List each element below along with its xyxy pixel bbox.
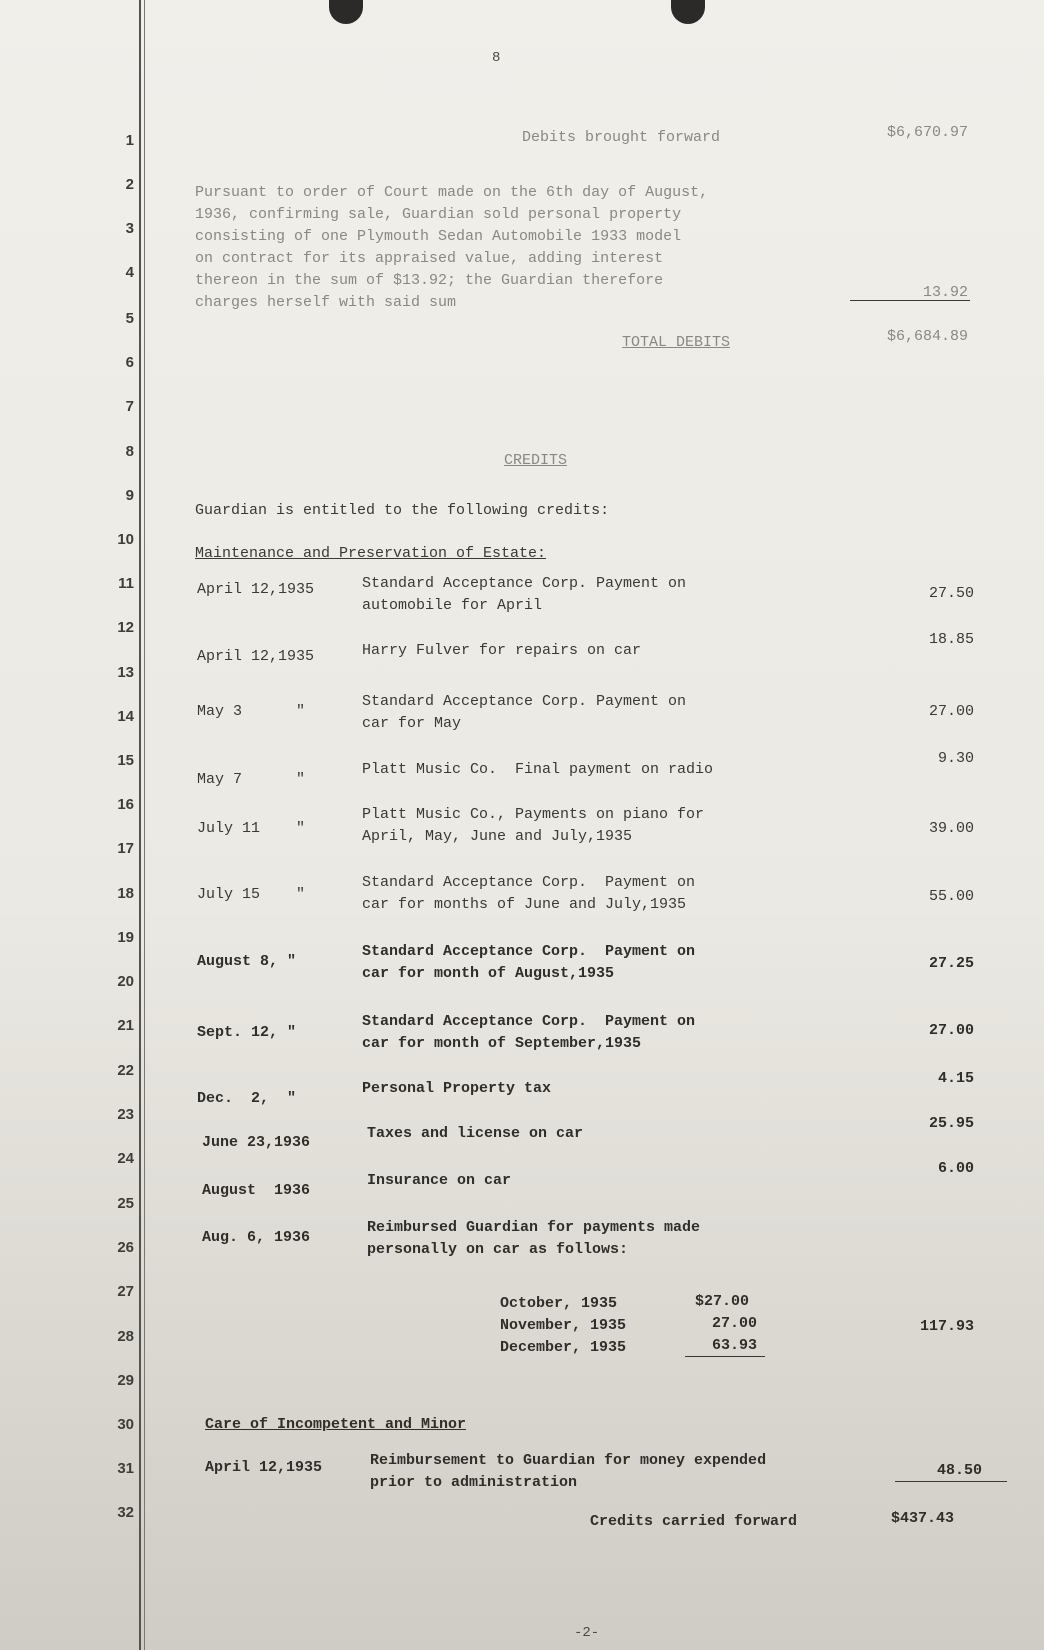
credit-entry-description: Taxes and license on car: [367, 1125, 584, 1142]
credit-entry-amount: 4.15: [937, 1070, 974, 1087]
line-number: 29: [117, 1372, 134, 1389]
credit-entry-date: April 12,1935: [197, 648, 315, 665]
line-number: 26: [117, 1239, 134, 1256]
credit-entry-description: car for month of September,1935: [362, 1035, 642, 1052]
credit-entry-amount: 55.00: [928, 888, 974, 905]
line-number: 19: [117, 929, 134, 946]
line-number: 31: [117, 1460, 134, 1477]
breakdown-amount-2: 27.00: [712, 1315, 758, 1332]
credit-entry-description: car for months of June and July,1935: [362, 896, 687, 913]
credit-entry-amount: 27.00: [928, 703, 974, 720]
credit-entry-amount: 39.00: [928, 820, 974, 837]
line-number: 24: [117, 1150, 134, 1167]
credit-entry-description: Personal Property tax: [362, 1080, 552, 1097]
line-number: 3: [125, 220, 134, 237]
line-number: 14: [117, 708, 134, 725]
care-entry-desc-1: Reimbursement to Guardian for money expended: [370, 1452, 767, 1469]
credit-entry-description: Standard Acceptance Corp. Payment on: [362, 1013, 696, 1030]
credit-entry-description: Standard Acceptance Corp. Payment on: [362, 693, 687, 710]
credit-entry-date: Aug. 6, 1936: [202, 1229, 311, 1246]
care-entry-date: April 12,1935: [205, 1459, 323, 1476]
credit-entry-date: July 11 ": [197, 820, 306, 837]
credit-entry-amount: 27.25: [928, 955, 974, 972]
line-number: 1: [125, 132, 134, 149]
line-number: 11: [118, 575, 134, 592]
credit-entry-description: Reimbursed Guardian for payments made: [367, 1219, 701, 1236]
credits-intro: Guardian is entitled to the following credits:: [195, 502, 610, 519]
margin-rule-inner: [144, 0, 145, 1650]
line-number: 27: [117, 1283, 134, 1300]
credit-entry-description: car for May: [362, 715, 462, 732]
debits-paragraph-line-2: 1936, confirming sale, Guardian sold personal property: [195, 206, 682, 223]
credit-entry-amount: 27.50: [928, 585, 974, 602]
credit-entry-description: Platt Music Co., Payments on piano for: [362, 806, 705, 823]
credit-entry-description: Standard Acceptance Corp. Payment on: [362, 943, 696, 960]
line-number: 12: [117, 619, 134, 636]
credit-entry-date: July 15 ": [197, 886, 306, 903]
line-number: 10: [117, 531, 134, 548]
total-debits-amount: $6,684.89: [886, 328, 968, 345]
total-debits-label: TOTAL DEBITS: [622, 334, 731, 351]
credit-entry-description: Insurance on car: [367, 1172, 512, 1189]
line-number: 5: [125, 310, 134, 327]
debits-paragraph-line-1: Pursuant to order of Court made on the 6th day of August,: [195, 184, 709, 201]
credit-entry-date: May 3 ": [197, 703, 306, 720]
credit-entry-date: June 23,1936: [202, 1134, 311, 1151]
care-entry-amount: 48.50: [936, 1462, 982, 1479]
credit-entry-amount: 117.93: [919, 1318, 974, 1335]
breakdown-month-2: November, 1935: [500, 1317, 627, 1334]
page-bottom-mark: -2-: [574, 1625, 600, 1641]
line-number: 22: [117, 1062, 134, 1079]
credits-carried-forward-amount: $437.43: [890, 1510, 954, 1527]
line-number: 7: [125, 398, 134, 415]
line-number: 25: [117, 1195, 134, 1212]
line-number: 2: [125, 176, 134, 193]
debits-brought-forward-amount: $6,670.97: [886, 124, 968, 141]
line-number: 6: [125, 354, 134, 371]
credit-entry-date: May 7 ": [197, 771, 306, 788]
credit-entry-amount: 9.30: [937, 750, 974, 767]
punch-hole-right: [671, 0, 705, 24]
debits-paragraph-line-6: charges herself with said sum: [195, 294, 457, 311]
line-number: 18: [117, 885, 134, 902]
punch-hole-left: [329, 0, 363, 24]
credit-entry-description: Standard Acceptance Corp. Payment on: [362, 575, 687, 592]
credits-carried-forward-label: Credits carried forward: [590, 1513, 798, 1530]
breakdown-month-1: October, 1935: [500, 1295, 618, 1312]
line-number: 8: [125, 443, 134, 460]
credit-entry-date: Sept. 12, ": [197, 1024, 297, 1041]
margin-rule: [139, 0, 141, 1650]
section-maintenance-heading: Maintenance and Preservation of Estate:: [195, 545, 547, 562]
credit-entry-description: Harry Fulver for repairs on car: [362, 642, 642, 659]
credit-entry-date: August 8, ": [197, 953, 297, 970]
credits-heading: CREDITS: [504, 452, 568, 469]
line-number: 9: [125, 487, 134, 504]
credit-entry-description: car for month of August,1935: [362, 965, 615, 982]
debits-interest-amount: 13.92: [922, 284, 968, 301]
debits-brought-forward-label: Debits brought forward: [522, 129, 721, 146]
credit-entry-description: Platt Music Co. Final payment on radio: [362, 761, 714, 778]
line-number: 32: [117, 1504, 134, 1521]
line-number: 30: [117, 1416, 134, 1433]
page-top-mark: 8: [492, 50, 501, 66]
credit-entry-date: August 1936: [202, 1182, 311, 1199]
line-number: 13: [117, 664, 134, 681]
debits-paragraph-line-4: on contract for its appraised value, adding interest: [195, 250, 664, 267]
care-entry-desc-2: prior to administration: [370, 1474, 578, 1491]
section-care-heading: Care of Incompetent and Minor: [205, 1416, 467, 1433]
credit-entry-amount: 18.85: [928, 631, 974, 648]
breakdown-sum-rule: [685, 1356, 765, 1357]
credit-entry-description: personally on car as follows:: [367, 1241, 629, 1258]
line-number: 23: [117, 1106, 134, 1123]
credit-entry-description: Standard Acceptance Corp. Payment on: [362, 874, 696, 891]
line-number: 20: [117, 973, 134, 990]
credit-entry-amount: 25.95: [928, 1115, 974, 1132]
credit-entry-amount: 27.00: [928, 1022, 974, 1039]
line-number: 15: [117, 752, 134, 769]
credit-entry-amount: 6.00: [937, 1160, 974, 1177]
line-number: 28: [117, 1328, 134, 1345]
breakdown-amount-3: 63.93: [712, 1337, 758, 1354]
credit-entry-description: April, May, June and July,1935: [362, 828, 633, 845]
line-number: 4: [125, 264, 134, 281]
credit-entry-date: Dec. 2, ": [197, 1090, 297, 1107]
credit-entry-date: April 12,1935: [197, 581, 315, 598]
line-number: 17: [117, 840, 134, 857]
credit-entry-description: automobile for April: [362, 597, 543, 614]
line-number: 21: [117, 1017, 134, 1034]
debits-paragraph-line-5: thereon in the sum of $13.92; the Guardian therefore: [195, 272, 664, 289]
breakdown-month-3: December, 1935: [500, 1339, 627, 1356]
care-sum-rule: [895, 1481, 1007, 1482]
debits-paragraph-line-3: consisting of one Plymouth Sedan Automobile 1933 model: [195, 228, 682, 245]
breakdown-amount-1: $27.00: [695, 1293, 750, 1310]
line-number: 16: [117, 796, 134, 813]
